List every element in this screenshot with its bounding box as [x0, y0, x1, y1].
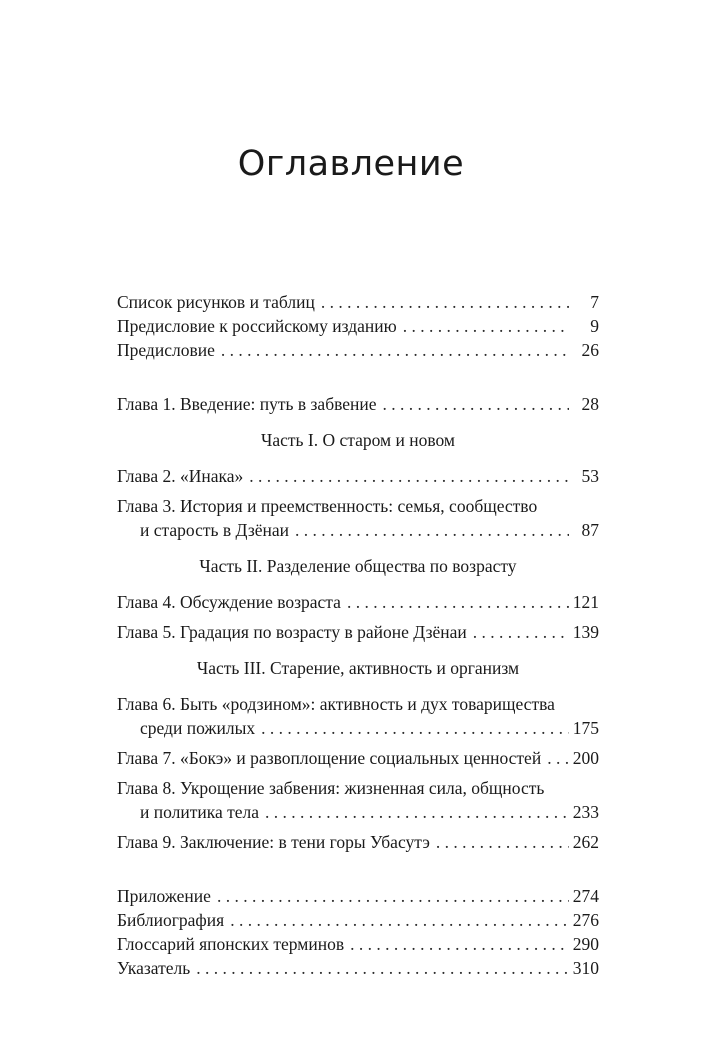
toc-entry-chapter-9[interactable]	[117, 830, 599, 854]
leader-dots	[194, 956, 569, 980]
leader-dots	[381, 392, 569, 416]
toc-entry-label-line2: и политика тела	[117, 800, 263, 824]
leader-dots	[434, 830, 569, 854]
toc-entry-label: Глава 4. Обсуждение возраста	[117, 590, 345, 614]
toc-entry-page: 87	[581, 520, 599, 540]
toc-entry-page: 7	[590, 292, 599, 312]
toc-entry-label: Глава 1. Введение: путь в забвение	[117, 392, 381, 416]
toc-entry-label-line2: и старость в Дзёнаи	[117, 518, 293, 542]
part-heading-3: Часть III. Старение, активность и организм	[196, 658, 520, 678]
toc-entry-label: Глава 7. «Бокэ» и развоплощение социальных ценностей	[117, 746, 545, 770]
toc-entry-label: Глава 9. Заключение: в тени горы Убасутэ	[117, 830, 434, 854]
toc-entry-label-line1: Глава 3. История и преемственность: семья, сообщество	[117, 496, 538, 516]
toc-entry-page: 310	[572, 958, 599, 978]
toc-entry-label: Глоссарий японских терминов	[117, 932, 348, 956]
toc-entry-page: 9	[590, 316, 599, 336]
toc-entry-bibliography[interactable]	[117, 908, 599, 932]
toc-entry-label-line1: Глава 6. Быть «родзином»: активность и дух товарищества	[117, 694, 555, 714]
toc-entry-label: Предисловие к российскому изданию	[117, 314, 401, 338]
leader-dots	[545, 746, 569, 770]
leader-dots	[348, 932, 569, 956]
leader-dots	[263, 800, 569, 824]
toc-entry-page: 28	[581, 394, 599, 414]
toc-entry-glossary[interactable]	[117, 932, 599, 956]
toc-entry-chapter-4[interactable]	[117, 590, 599, 614]
leader-dots	[228, 908, 569, 932]
toc-entry-page: 233	[572, 802, 599, 822]
toc-entry-chapter-7[interactable]	[117, 746, 599, 770]
table-of-contents	[117, 290, 599, 980]
leader-dots	[247, 464, 569, 488]
leader-dots	[401, 314, 569, 338]
toc-entry-page: 175	[572, 718, 599, 738]
toc-entry-chapter-6[interactable]	[117, 692, 599, 740]
toc-entry-label-line1: Глава 8. Укрощение забвения: жизненная сила, общность	[117, 778, 545, 798]
part-heading-1: Часть I. О старом и новом	[260, 430, 455, 450]
toc-entry-label: Приложение	[117, 884, 215, 908]
toc-entry-chapter-1[interactable]	[117, 392, 599, 416]
toc-entry-russian-preface[interactable]	[117, 314, 599, 338]
leader-dots	[219, 338, 569, 362]
toc-entry-label: Глава 5. Градация по возрасту в районе Дзёнаи	[117, 620, 471, 644]
leader-dots	[215, 884, 569, 908]
toc-entry-label: Глава 2. «Инака»	[117, 464, 247, 488]
leader-dots	[345, 590, 569, 614]
toc-entry-page: 53	[581, 466, 599, 486]
toc-entry-index[interactable]	[117, 956, 599, 980]
leader-dots	[319, 290, 569, 314]
page-title: Оглавление	[237, 144, 465, 184]
leader-dots	[293, 518, 569, 542]
toc-entry-page: 274	[572, 886, 599, 906]
toc-entry-label: Предисловие	[117, 338, 219, 362]
toc-entry-label: Список рисунков и таблиц	[117, 290, 319, 314]
toc-entry-label-line2: среди пожилых	[117, 716, 259, 740]
toc-entry-preface[interactable]	[117, 338, 599, 362]
toc-entry-page: 290	[572, 934, 599, 954]
toc-entry-appendix[interactable]	[117, 884, 599, 908]
leader-dots	[471, 620, 569, 644]
toc-entry-chapter-2[interactable]	[117, 464, 599, 488]
part-heading-2: Часть II. Разделение общества по возрасту	[199, 556, 517, 576]
toc-entry-chapter-8[interactable]	[117, 776, 599, 824]
toc-entry-page: 26	[581, 340, 599, 360]
toc-entry-page: 262	[572, 832, 599, 852]
toc-entry-page: 276	[572, 910, 599, 930]
toc-entry-page: 139	[572, 622, 599, 642]
toc-entry-page: 200	[572, 748, 599, 768]
toc-entry-chapter-5[interactable]	[117, 620, 599, 644]
toc-entry-chapter-3[interactable]	[117, 494, 599, 542]
toc-entry-list-of-figures[interactable]	[117, 290, 599, 314]
toc-entry-label: Указатель	[117, 956, 194, 980]
leader-dots	[259, 716, 569, 740]
toc-entry-label: Библиография	[117, 908, 228, 932]
toc-entry-page: 121	[572, 592, 599, 612]
